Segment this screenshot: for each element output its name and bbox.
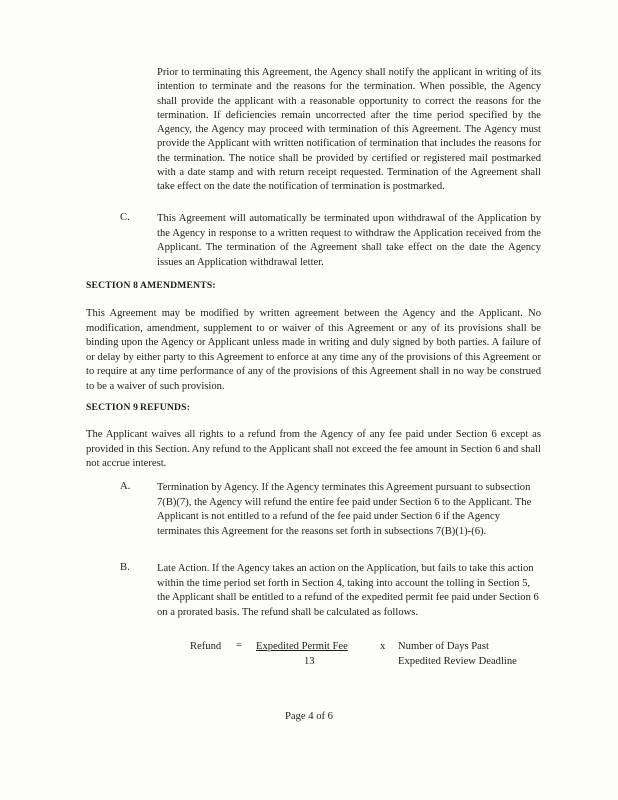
section-9-heading [86,402,190,413]
section-9-title: REFUNDS: [140,402,191,413]
item-c-label: C. [120,212,130,223]
item-a-text: Termination by Agency. If the Agency terminates this Agreement pursuant to subsection 7(B)(7), the Agency will refund the entire fee paid under Section 6 to the Applicant. The Applicant is not entitled to a refund of the fee paid under Section 6 if the Agency terminates this Agreement for the reasons set forth in subsections 7(B)(1)-(6). [157,482,532,537]
section-8-heading [86,280,216,291]
section-8-text: This Agreement may be modified by written agreement between the Agency and the Applicant. No modification, amendment, supplement to or waiver of this Agreement or any of its provisions shall be binding upon the Agency or Applicant unless made in writing and duly signed by both parties. A failure of or delay by either party to this Agreement to enforce at any time any of the provisions of this Agreement or to require at any time performance of any of the provisions of this Agreement shall in no way be construed to be a waiver of such provision. [86,308,541,392]
item-b-text: Late Action. If the Agency takes an action on the Application, but fails to take this action within the time period set forth in Section 4, taking into account the tolling in Section 5, the Applicant shall be entitled to a refund of the expedited permit fee paid under Section 6 on a prorated basis. The refund shall be calculated as follows. [157,563,539,618]
formula-lhs: Refund [190,641,222,652]
formula-equals: = [236,640,242,651]
item-c-text: This Agreement will automatically be terminated upon withdrawal of the Application by the Agency in response to a written request to withdraw the Application received from the Applicant. The termination of the Agreement shall take effect on the date the Agency issues an Application withdrawal letter. [157,213,541,268]
page-number-footer: Page 4 of 6 [285,711,333,722]
item-b-label: B. [120,562,130,573]
formula-rhs-line2: Expedited Review Deadline [398,656,517,667]
intro-paragraph: Prior to terminating this Agreement, the Agency shall notify the applicant in writing of its intention to terminate and the reasons for the termination. When possible, the Agency shall provide the applicant with a reasonable opportunity to correct the reasons for the termination. If deficiencies remain uncorrected after the time period specified by the Agency, the Agency may proceed with termination of this Agreement. The Agency must provide the Applicant with written notification of termination that includes the reasons for the termination. The notice shall be provided by certified or registered mail postmarked with a date stamp and with return receipt requested. Termination of the Agreement shall take effect on the date the notification of termination is postmarked. [157,67,541,193]
refund-formula [0,641,618,681]
formula-numerator: Expedited Permit Fee [256,641,348,652]
formula-times: x [380,641,386,652]
item-a-label: A. [120,481,131,492]
formula-denominator: 13 [304,656,315,667]
section-9-text: The Applicant waives all rights to a refund from the Agency of any fee paid under Section 6 except as provided in this Section. Any refund to the Applicant shall not exceed the fee amount in Section 6 and shall not accrue interest. [86,429,541,469]
section-8-title: AMENDMENTS: [140,280,216,291]
section-8-number: SECTION 8 [86,280,139,291]
formula-rhs-line1: Number of Days Past [398,641,489,652]
section-9-number: SECTION 9 [86,402,139,413]
